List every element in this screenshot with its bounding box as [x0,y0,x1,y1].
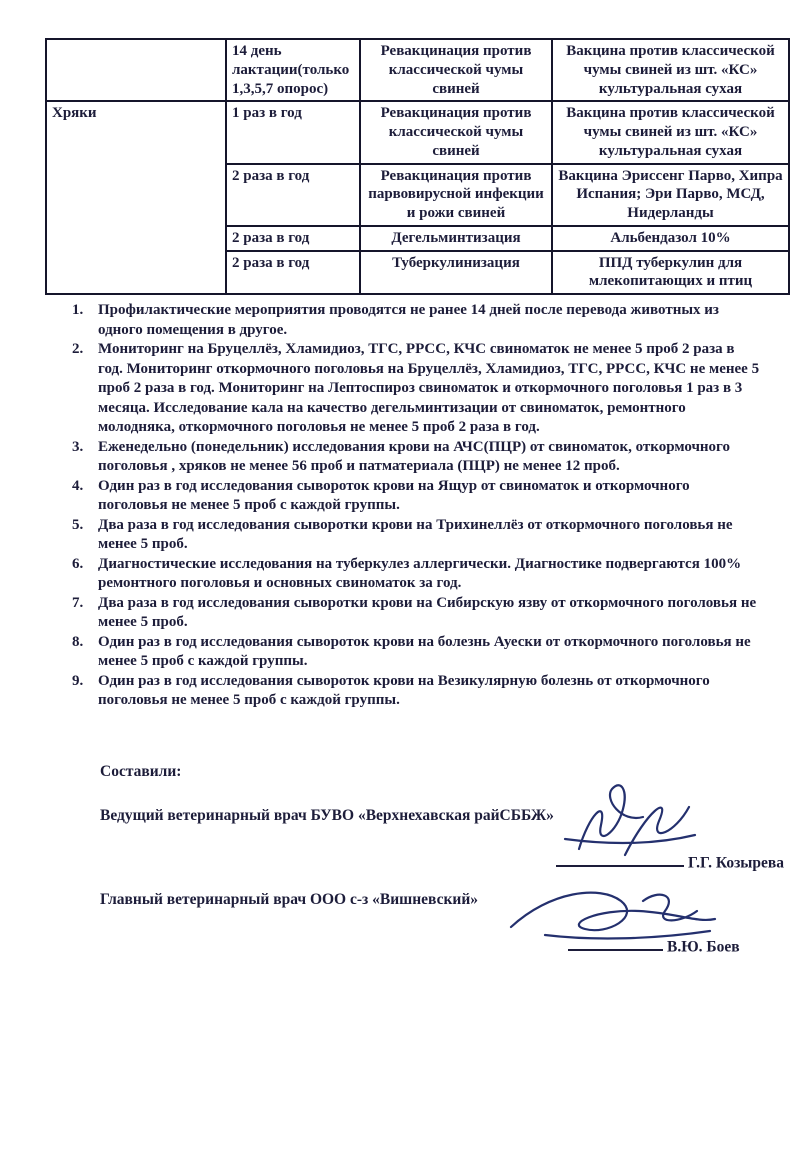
vet2-name-line [568,935,740,957]
vet2-name: В.Ю. Боев [667,938,740,956]
list-item [72,555,762,594]
signature-block [0,763,800,961]
table-cell-procedure: Ревакцинация против парвовирусной инфекции и рожи свиней [360,164,552,226]
vet1-title: Ведущий ветеринарный врач БУВО «Верхнехавская райСББЖ» [100,806,554,824]
table-cell-drug: Альбендазол 10% [552,226,789,251]
note-number: 1. [72,302,84,318]
table-cell-schedule: 1 раз в год [226,101,360,163]
scanned-document-page [0,38,800,1168]
table-cell-drug: Вакцина против классической чумы свиней из шт. «КС» культуральная сухая [552,101,789,163]
signature-line [568,935,663,952]
note-number: 6. [72,555,84,572]
table-row [46,101,789,163]
table-cell-schedule: 14 день лактации(только 1,3,5,7 опорос) [226,39,360,101]
table-cell-procedure: Туберкулинизация [360,251,552,295]
table-cell-animal: Хряки [46,101,226,294]
note-number: 9. [72,672,84,689]
table-cell-drug: ППД туберкулин для млекопитающих и птиц [552,251,789,295]
note-text: Диагностические исследования на туберкулез аллергически. Диагностике подвергаются 100% ремонтного поголовья и основных свиноматок за год. [98,555,742,591]
note-number: 2. [72,341,84,357]
table-cell-procedure: Ревакцинация против классической чумы свиней [360,39,552,101]
table-cell-schedule: 2 раза в год [226,251,360,295]
note-text: Два раза в год исследования сыворотки крови на Сибирскую язву от откормочного поголовья не менее 5 проб. [98,594,757,630]
table-cell-drug: Вакцина против классической чумы свиней из шт. «КС» культуральная сухая [552,39,789,101]
note-number: 5. [72,516,84,533]
note-number: 3. [72,438,84,455]
note-text: Мониторинг на Бруцеллёз, Хламидиоз, ТГС, РРСС, КЧС свиноматок не менее 5 проб 2 раза в год. Мониторинг откормочного поголовья на Бруцеллёз, Хламидиоз, ТГС, РРСС, КЧС не менее 5 проб 2 раза в год. Мониторинг на Лептоспироз свиноматок и откормочного поголовья 1 раз в 3 месяца. Исследование кала на качество дегельминтизации от свиноматок, ремонтного молодняка, откормочного поголовья не менее 5 проб 2 раза в год. [98,341,760,435]
list-item [72,633,762,672]
note-text: Один раз в год исследования сывороток крови на Ящур от свиноматок и откормочного поголовья не менее 5 проб с каждой группы. [98,477,690,513]
table-row [46,39,789,101]
table-cell-procedure: Ревакцинация против классической чумы свиней [360,101,552,163]
note-text: Профилактические мероприятия проводятся не ранее 14 дней после перевода животных из одного помещения в другое. [98,302,719,338]
note-number: 8. [72,633,84,650]
note-text: Один раз в год исследования сывороток крови на болезнь Ауески от откормочного поголовья не менее 5 проб с каждой группы. [98,633,751,669]
list-item [72,301,762,340]
vaccination-table [45,38,790,295]
notes-list [72,301,762,711]
list-item [72,672,762,711]
note-text: Один раз в год исследования сывороток крови на Везикулярную болезнь от откормочного поголовья не менее 5 проб с каждой группы. [98,672,710,708]
sig-row-1 [0,825,800,877]
table-cell-schedule: 2 раза в год [226,164,360,226]
list-item [72,438,762,477]
table-cell-animal [46,39,226,101]
composed-label: Составили: [100,762,182,780]
sig-row-2 [0,909,800,961]
note-number: 4. [72,477,84,494]
table-cell-procedure: Дегельминтизация [360,226,552,251]
table-cell-drug: Вакцина Эриссенг Парво, Хипра Испания; Эри Парво, МСД, Нидерланды [552,164,789,226]
note-number: 7. [72,594,84,611]
vet1-name: Г.Г. Козырева [688,854,785,872]
vet1-name-line [556,851,784,873]
table-cell-schedule: 2 раза в год [226,226,360,251]
list-item [72,594,762,633]
list-item [72,340,762,438]
list-item [72,477,762,516]
note-text: Два раза в год исследования сыворотки крови на Трихинеллёз от откормочного поголовья не менее 5 проб. [98,516,733,552]
signature-line [556,851,684,868]
note-text: Еженедельно (понедельник) исследования крови на АЧС(ПЦР) от свиноматок, откормочного поголовья , хряков не менее 56 проб и патматериала (ПЦР) не менее 12 проб. [98,438,730,474]
vet2-title: Главный ветеринарный врач ООО с-з «Вишневский» [100,890,479,908]
list-item [72,516,762,555]
